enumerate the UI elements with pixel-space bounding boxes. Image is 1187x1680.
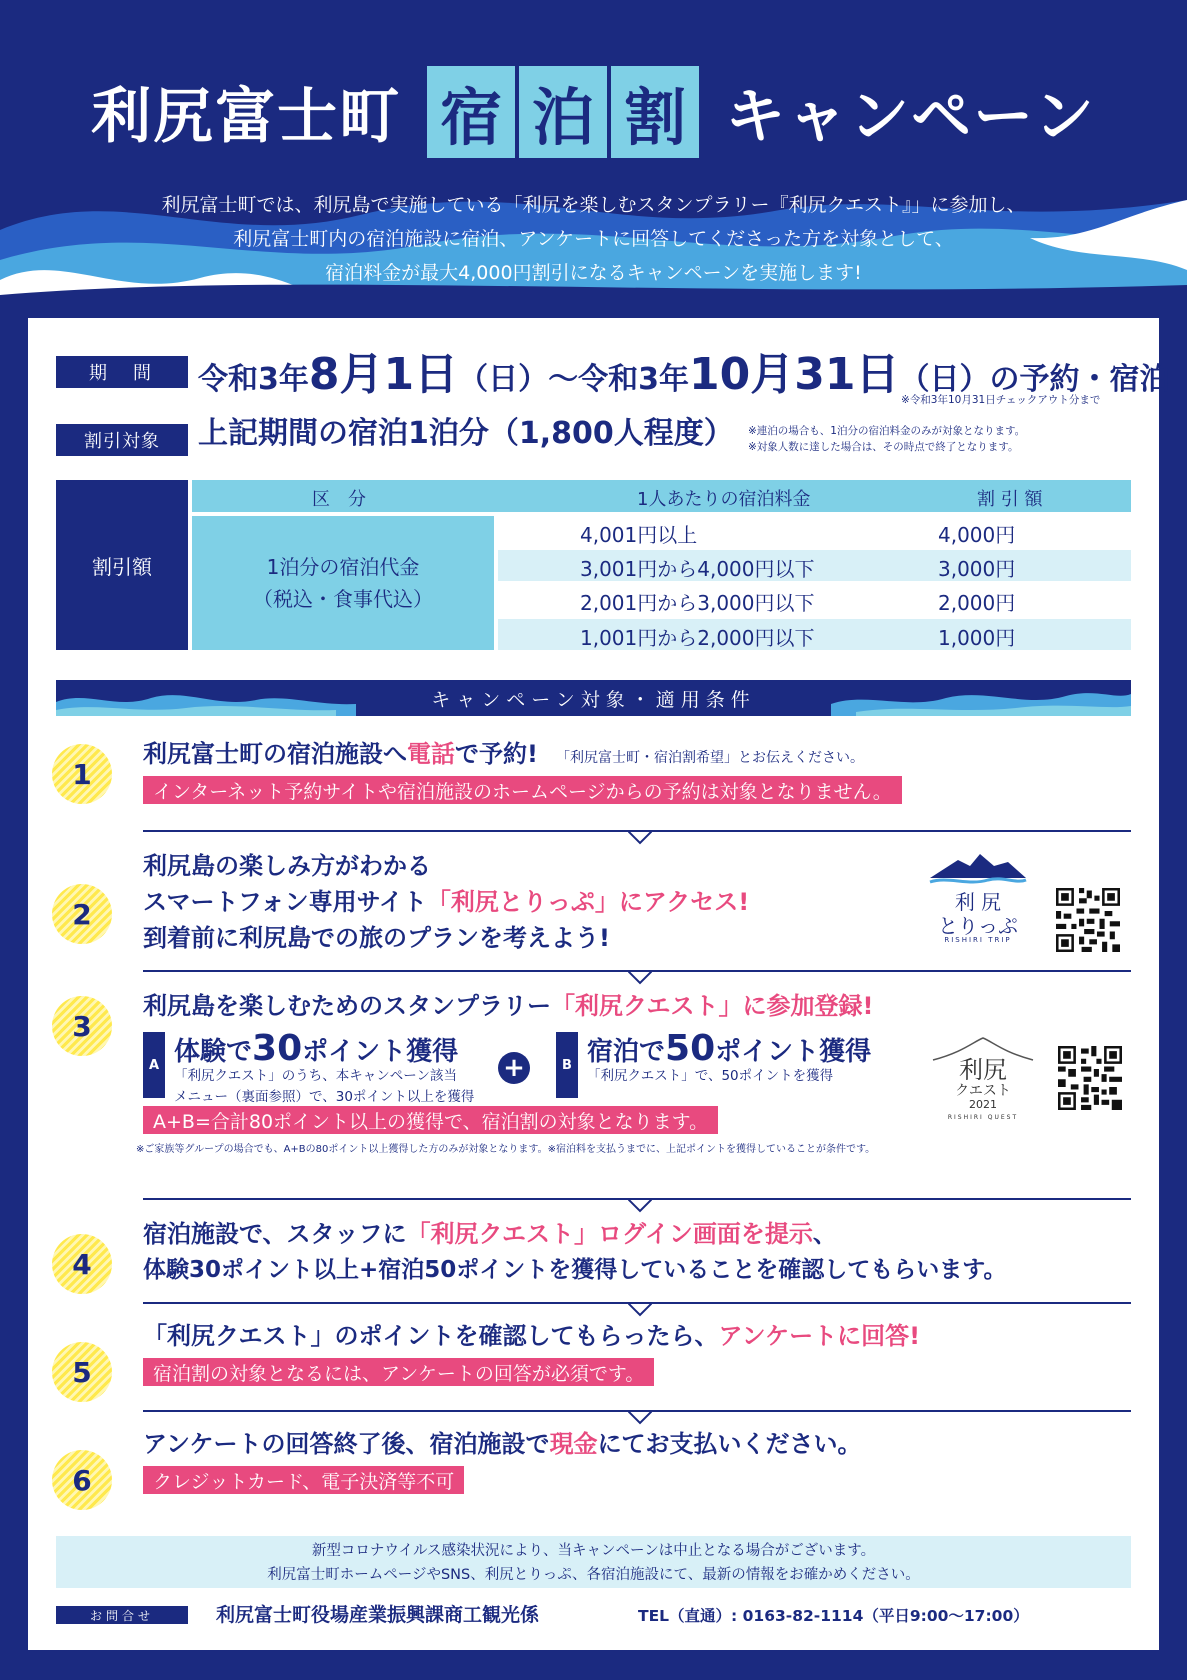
- chevron-down-icon: [628, 1411, 652, 1425]
- content-panel: [28, 318, 1170, 1650]
- title-box-2: 泊: [519, 66, 607, 158]
- intro-line-1: 利尻富士町では、利尻島で実施している「利尻を楽しむスタンプラリー『利尻クエスト』」に参加し、: [161, 194, 1026, 216]
- discount-table: [56, 480, 1131, 650]
- mountain-icon: [928, 848, 1028, 888]
- intro-line-3: 宿泊料金が最大4,000円割引になるキャンペーンを実施します!: [325, 262, 862, 284]
- target-text: 上記期間の宿泊1泊分（1,800人程度）: [198, 416, 734, 451]
- table-row: 4,001円以上 4,000円: [580, 523, 1016, 547]
- a-tag: A: [143, 1032, 165, 1098]
- step-5-heading: 「利尻クエスト」のポイントを確認してもらったら、アンケートに回答!: [143, 1322, 921, 1350]
- step-5-requirement: 宿泊割の対象となるには、アンケートの回答が必須です。: [143, 1358, 654, 1386]
- qr-code-icon[interactable]: [1056, 888, 1120, 952]
- table-header-fee: 1人あたりの宿泊料金: [637, 489, 811, 510]
- covid-notice: [56, 1536, 1131, 1588]
- table-header-discount: 割 引 額: [977, 489, 1043, 510]
- table-side-label: 割引額: [56, 480, 188, 650]
- logo-text-bottom: とりっぷ: [938, 914, 1018, 938]
- period-text: 令和3年8月1日（日）～令和3年10月31日（日）の予約・宿泊: [198, 349, 1170, 400]
- title-campaign: キャンペーン: [725, 82, 1096, 152]
- chevron-down-icon: [628, 1303, 652, 1317]
- logo-year: 2021: [969, 1098, 997, 1111]
- step-3-note: ※ご家族等グループの場合でも、A+Bの80ポイント以上獲得した方のみが対象となります。※宿泊料を支払うまでに、上記ポイントを獲得していることが条件です。: [136, 1144, 876, 1155]
- step-number: 2: [52, 884, 112, 944]
- rishiri-quest-logo: [923, 1036, 1043, 1136]
- step-3-heading: 利尻島を楽しむためのスタンプラリー「利尻クエスト」に参加登録!: [143, 992, 874, 1020]
- title-town: 利尻富士町: [91, 82, 402, 152]
- table-header-row: [192, 480, 1131, 512]
- intro-line-2: 利尻富士町内の宿泊施設に宿泊、アンケートに回答してくださった方を対象として、: [233, 228, 954, 250]
- qr-code-icon[interactable]: [1058, 1046, 1122, 1110]
- intro-text: [0, 188, 1187, 290]
- step-2-line-1: 利尻島の楽しみ方がわかる: [143, 852, 431, 880]
- table-row: 1,001円から2,000円以下 1,000円: [498, 619, 1131, 650]
- step-number: 4: [52, 1234, 112, 1294]
- target-note-2: ※対象人数に達した場合は、その時点で終了となります。: [748, 441, 1019, 453]
- title-box-3: 割: [611, 66, 699, 158]
- campaign-title: [0, 62, 1187, 162]
- step-2-line-2: スマートフォン専用サイト「利尻とりっぷ」にアクセス!: [143, 888, 750, 916]
- conditions-header: [56, 680, 1131, 716]
- b-description: 「利尻クエスト」で、50ポイントを獲得: [587, 1068, 834, 1084]
- a-title: 体験で30ポイント獲得: [174, 1028, 459, 1069]
- logo-text-top: 利尻: [959, 1056, 1007, 1084]
- step-1-warning: インターネット予約サイトや宿泊施設のホームページからの予約は対象となりません。: [143, 776, 902, 804]
- logo-text-en: RISHIRI QUEST: [947, 1114, 1019, 1121]
- notice-line-2: 利尻富士町ホームページやSNS、利尻とりっぷ、各宿泊施設にて、最新の情報をお確かめください。: [267, 1567, 920, 1583]
- chevron-down-icon: [628, 831, 652, 845]
- step-number: 3: [52, 996, 112, 1056]
- step-4-line-2: 体験30ポイント以上+宿泊50ポイントを獲得していることを確認してもらいます。: [143, 1257, 1007, 1283]
- contact-phone[interactable]: TEL（直通）: 0163-82-1114（平日9:00～17:00）: [638, 1607, 1029, 1625]
- rishiri-trip-logo: [928, 848, 1028, 948]
- period-label: 期 間: [56, 356, 188, 388]
- step-4-line-1: 宿泊施設で、スタッフに「利尻クエスト」ログイン画面を提示、: [143, 1220, 837, 1248]
- b-tag: B: [556, 1032, 578, 1098]
- contact-organization: 利尻富士町役場産業振興課商工観光係: [216, 1604, 540, 1626]
- step-6-restriction: クレジットカード、電子決済等不可: [143, 1466, 464, 1494]
- step-number: 1: [52, 744, 112, 804]
- title-boxes: [427, 66, 699, 158]
- logo-text-en: RISHIRI TRIP: [944, 936, 1012, 944]
- target-note-1: ※連泊の場合も、1泊分の宿泊料金のみが対象となります。: [748, 425, 1026, 437]
- conditions-title: キャンペーン対象・適用条件: [431, 688, 756, 711]
- logo-text-mid: クエスト: [955, 1083, 1011, 1099]
- plus-icon: +: [498, 1052, 530, 1084]
- chevron-down-icon: [628, 971, 652, 985]
- target-label: 割引対象: [56, 424, 188, 456]
- period-note: ※令和3年10月31日チェックアウト分まで: [901, 394, 1101, 406]
- a-description: 「利尻クエスト」のうち、本キャンペーン該当 メニュー（裏面参照）で、30ポイント以上を獲得: [174, 1068, 475, 1105]
- step-2-line-3: 到着前に利尻島での旅のプランを考えよう!: [143, 924, 610, 952]
- header: [0, 0, 1187, 320]
- step-1-heading: 利尻富士町の宿泊施設へ電話で予約! 「利尻富士町・宿泊割希望」とお伝えください。: [143, 740, 864, 768]
- notice-line-1: 新型コロナウイルス感染状況により、当キャンペーンは中止となる場合がございます。: [311, 1543, 876, 1559]
- step-6-heading: アンケートの回答終了後、宿泊施設で現金にてお支払いください。: [143, 1430, 862, 1458]
- b-title: 宿泊で50ポイント獲得: [587, 1028, 872, 1069]
- table-row: 2,001円から3,000円以下 2,000円: [580, 591, 1016, 615]
- contact-label: お問合せ: [56, 1606, 188, 1624]
- title-box-1: 宿: [427, 66, 515, 158]
- table-row: 3,001円から4,000円以下 3,000円: [498, 550, 1131, 581]
- step-number: 6: [52, 1450, 112, 1510]
- chevron-down-icon: [628, 1199, 652, 1213]
- table-category-cell: 1泊分の宿泊代金 （税込・食事代込）: [192, 516, 494, 650]
- step-number: 5: [52, 1342, 112, 1402]
- logo-text-top: 利 尻: [954, 890, 1002, 914]
- table-header-category: 区 分: [312, 489, 366, 510]
- step-3-condition: A+B=合計80ポイント以上の獲得で、宿泊割の対象となります。: [143, 1106, 718, 1134]
